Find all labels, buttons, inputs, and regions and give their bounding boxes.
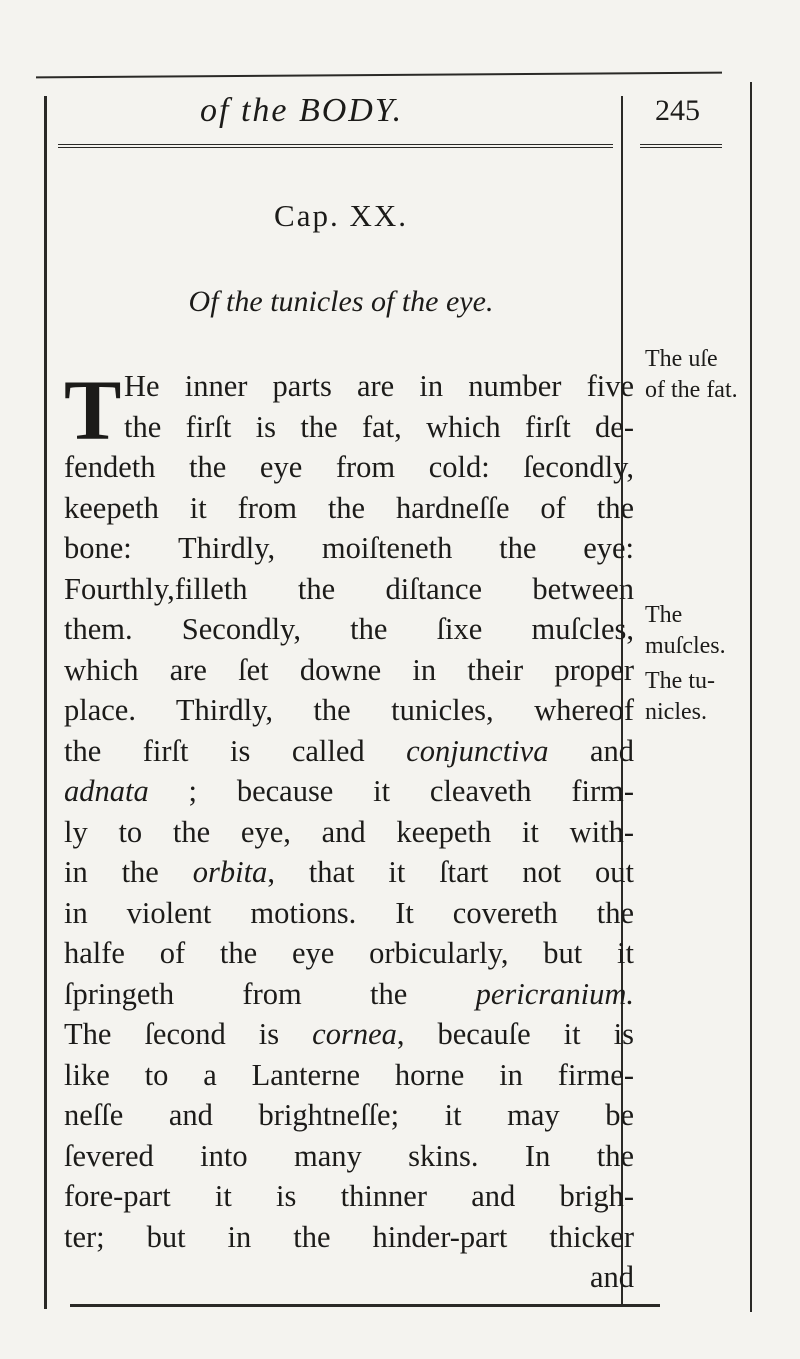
text-line: halfe of the eye orbicularly, but it [64,936,634,970]
text-line: Fourthly,filleth the diſtance between [64,571,634,606]
margin-note-muscles: The muſcles. [645,602,726,659]
text-line: place. Thirdly, the tunicles, whereof [64,693,634,727]
chapter-subtitle: Of the tunicles of the eye. [188,285,494,318]
text-line: the firſt is called conjunctiva and [64,733,634,768]
latin-term: pericranium. [475,976,635,1011]
text-line: He inner parts are in number five [124,369,634,403]
latin-term: orbita [192,855,268,889]
text-line: them. Secondly, the ſixe muſcles, [64,612,634,646]
page-frame-left [44,96,47,1309]
drop-cap-paragraph-start [64,362,634,458]
page-frame-bottom [70,1304,660,1307]
text-line: in violent motions. It covereth the [64,895,634,930]
header-rule [58,144,613,148]
header-rule-margin [640,144,722,148]
text-line: ſevered into many skins. In the [64,1138,634,1173]
text-line: fore-part it is thinner and brigh- [64,1179,634,1213]
margin-note-fat: The uſe of the fat. [645,346,738,403]
text-line: ter; but in the hinder-part thicker [64,1219,634,1254]
text-line: the firſt is the fat, which firſt de- [124,409,634,444]
text-line: neſſe and brightneſſe; it may be [64,1098,634,1132]
text-line: ſpringeth from the pericranium. [64,976,635,1011]
text-line: keepeth it from the hardneſſe of the [64,490,634,525]
margin-note-tunicles: The tu- nicles. [645,668,715,725]
latin-term: adnata [64,774,149,808]
text-line: The ſecond is cornea, becauſe it is [64,1017,634,1051]
latin-term: cornea [312,1017,397,1051]
catchword: and [589,1260,634,1294]
latin-term: conjunctiva [406,733,549,768]
text-line: which are ſet downe in their proper [64,652,634,687]
page-number: 245 [655,94,700,127]
running-head: of the BODY. [200,92,404,129]
text-line: in the orbita, that it ſtart not out [64,855,635,889]
text-line: like to a Lanterne horne in firme- [64,1057,634,1092]
body-text [64,362,635,1298]
text-line: bone: Thirdly, moiſteneth the eye: [64,531,634,565]
text-line: adnata ; because it cleaveth firm- [64,774,634,808]
text-line: fendeth the eye from cold: ſecondly, [64,450,634,484]
drop-cap: T [64,362,122,458]
page-frame-top [36,72,722,79]
chapter-title: Cap. XX. [274,198,408,233]
text-line: ly to the eye, and keepeth it with- [64,814,634,849]
